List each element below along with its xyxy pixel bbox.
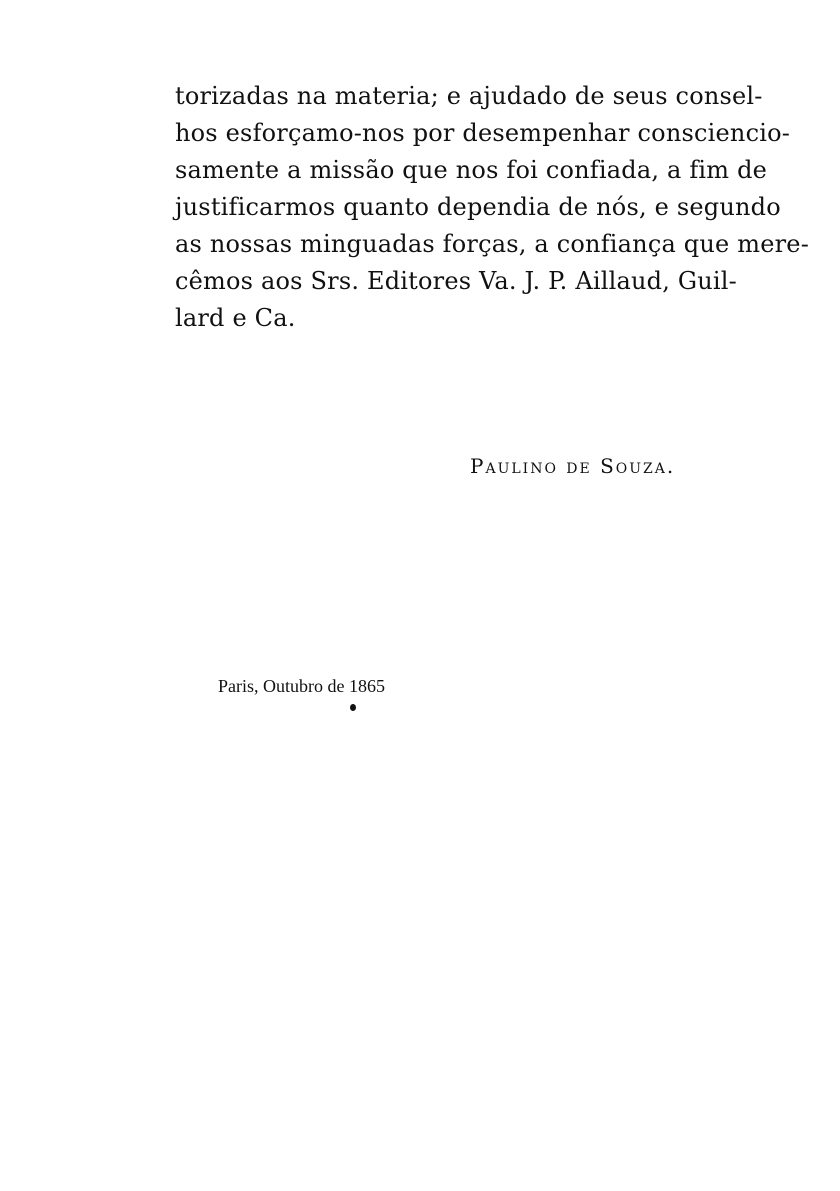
body-line: cêmos aos Srs. Editores Va. J. P. Aillaud, Guil- [175,267,737,295]
ink-mark [350,704,356,711]
body-line: samente a missão que nos foi confiada, a fim de [175,156,768,184]
body-line: lard e Ca. [175,304,296,332]
body-line: as nossas minguadas forças, a confiança que mere- [175,230,809,258]
place-date: Paris, Outubro de 1865 [218,676,385,696]
signature: Paulino de Souza. [470,454,676,478]
body-line: hos esforçamo-nos por desempenhar conscienciо- [175,119,791,147]
body-line: torizadas na materia; e ajudado de seus consel- [175,82,763,110]
body-text [175,78,809,337]
body-line: justificarmos quanto dependia de nós, e segundo [175,193,781,221]
